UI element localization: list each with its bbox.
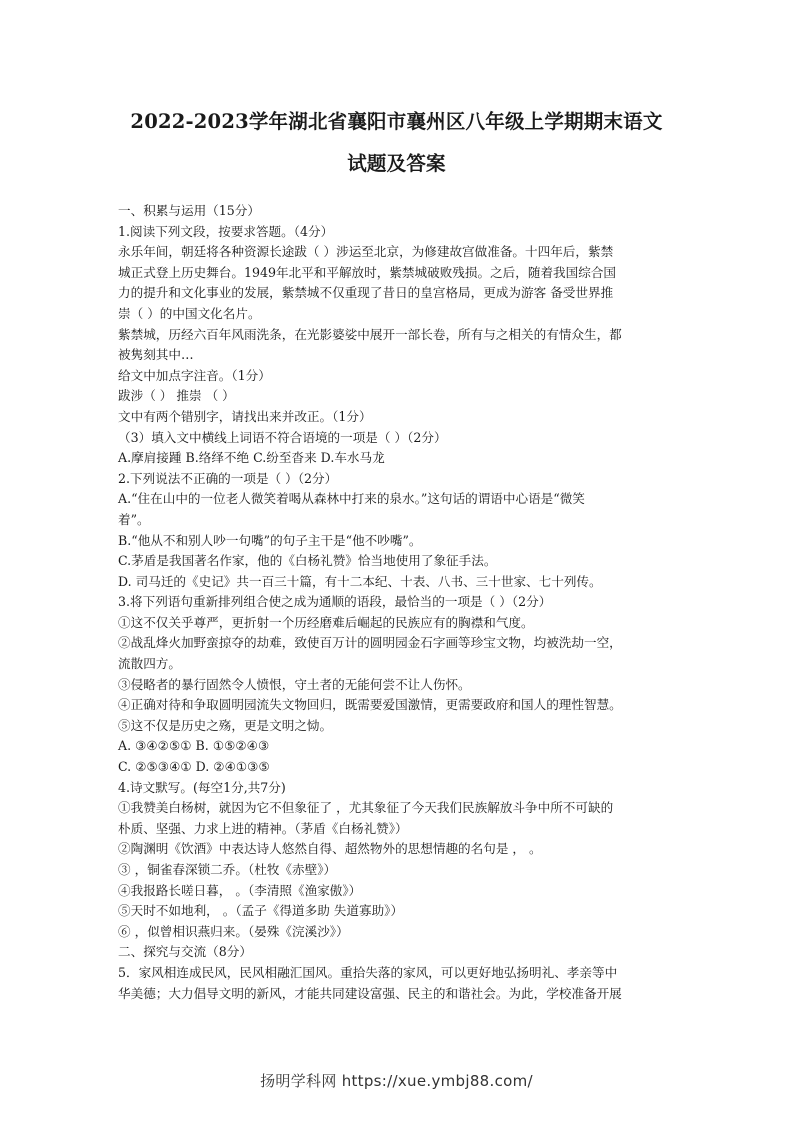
text-line: 城正式登上历史舞台。1949年北平和平解放时，紫禁城破败残损。之后，随着我国综合国 <box>118 264 617 280</box>
text-line: 4.诗文默写。(每空1分,共7分) <box>118 779 286 795</box>
text-line: 力的提升和文化事业的发展，紫禁城不仅重现了昔日的皇宫格局，更成为游客 备受世界推 <box>118 285 614 301</box>
text-line: ③ ，铜雀春深锁二乔。（杜牧《赤壁》） <box>118 862 337 877</box>
text-line: D. 司马迁的《史记》共一百三十篇，有十二本纪、十表、八书、三十世家、七十列传。 <box>118 573 602 589</box>
text-line: 2.下列说法不正确的一项是（ ）（2分） <box>118 470 338 486</box>
text-line: 着”。 <box>118 511 150 527</box>
document-body <box>118 201 678 1004</box>
text-line: A.摩肩接踵 B.络绎不绝 C.纷至沓来 D.车水马龙 <box>118 450 385 466</box>
text-line: 永乐年间，朝廷将各种资源长途跋（ ）涉运至北京，为修建故宫做准备。十四年后，紫禁 <box>118 244 614 260</box>
text-line: 给文中加点字注音。（1分） <box>118 367 271 383</box>
text-line: ⑥ ，似曾相识燕归来。（晏殊《浣溪沙》） <box>118 923 349 939</box>
text-line: ②陶渊明《饮酒》中表达诗人悠然自得、超然物外的思想情趣的名句是 ， 。 <box>118 841 542 857</box>
text-line: ①我赞美白杨树，就因为它不但象征了 ，尤其象征了今天我们民族解放斗争中所不可缺的 <box>118 800 614 816</box>
footer-watermark: 扬明学科网 https://xue.ymbj88.com/ <box>260 1072 533 1090</box>
text-line: 一、积累与运用（15分） <box>118 203 260 218</box>
text-line: 1.阅读下列文段，按要求答题。（4分） <box>118 223 334 239</box>
document-title-line-2: 试题及答案 <box>347 152 446 175</box>
text-line: ④正确对待和争取圆明园流失文物回归，既需要爱国激情，更需要政府和国人的理性智慧。 <box>118 697 622 713</box>
text-line: B.“他从不和别人吵一句嘴”的句子主干是“他不吵嘴”。 <box>118 532 422 548</box>
text-line: ③侵略者的暴行固然令人愤恨，守土者的无能何尝不让人伤怀。 <box>118 676 471 692</box>
text-line: ⑤天时不如地利， 。（孟子《得道多助 失道寡助》） <box>118 903 404 919</box>
text-line: A. ③④②⑤① B. ①⑤②④③ <box>118 738 270 754</box>
text-line: 跋涉（ ） 推崇 （ ） <box>118 388 235 404</box>
text-line: C.茅盾是我国著名作家，他的《白杨礼赞》恰当地使用了象征手法。 <box>118 553 497 569</box>
text-line: 流散四方。 <box>118 656 181 672</box>
text-line: 被隽刻其中… <box>118 347 194 363</box>
text-line: 3.将下列语句重新排列组合使之成为通顺的语段，最恰当的一项是（ ）（2分） <box>118 594 552 610</box>
text-line: ⑤这不仅是历史之殇，更是文明之恸。 <box>118 717 333 733</box>
text-line: 紫禁城，历经六百年风雨洗条，在光影婆娑中展开一部长卷，所有与之相关的有情众生，都 <box>118 326 622 342</box>
text-line: ②战乱烽火加野蛮掠夺的劫难，致使百万计的圆明园金石字画等珍宝文物，均被洗劫一空， <box>118 635 622 651</box>
text-line: （3）填入文中横线上词语不符合语境的一项是（ ）（2分） <box>118 429 447 445</box>
text-line: 朴质、坚强、力求上进的精神。（茅盾《白杨礼赞》） <box>118 820 408 836</box>
text-line: 二、探究与交流（8分） <box>118 944 252 960</box>
text-line: 崇（ ）的中国文化名片。 <box>118 305 261 321</box>
text-line: ①这不仅关乎尊严，更折射一个历经磨难后崛起的民族应有的胸襟和气度。 <box>118 614 534 630</box>
text-line: ④我报路长嗟日暮， 。（李清照《渔家傲》） <box>118 882 362 898</box>
text-line: A.“住在山中的一位老人微笑着喝从森林中打来的泉水。”这句话的谓语中心语是“微笑 <box>118 491 585 507</box>
text-line: 华美德；大力倡导文明的新风，才能共同建设富强、民主的和谐社会。为此，学校准备开展 <box>118 985 622 1001</box>
text-line: 5．家风相连成民风，民风相融汇国风。重拾失落的家风，可以更好地弘扬明礼、孝亲等中 <box>118 964 618 980</box>
document-title-line-1: 2022-2023学年湖北省襄阳市襄州区八年级上学期期末语文 <box>130 110 663 133</box>
text-line: C. ②⑤③④① D. ②④①③⑤ <box>118 759 270 775</box>
text-line: 文中有两个错别字，请找出来并改正。（1分） <box>118 408 372 424</box>
